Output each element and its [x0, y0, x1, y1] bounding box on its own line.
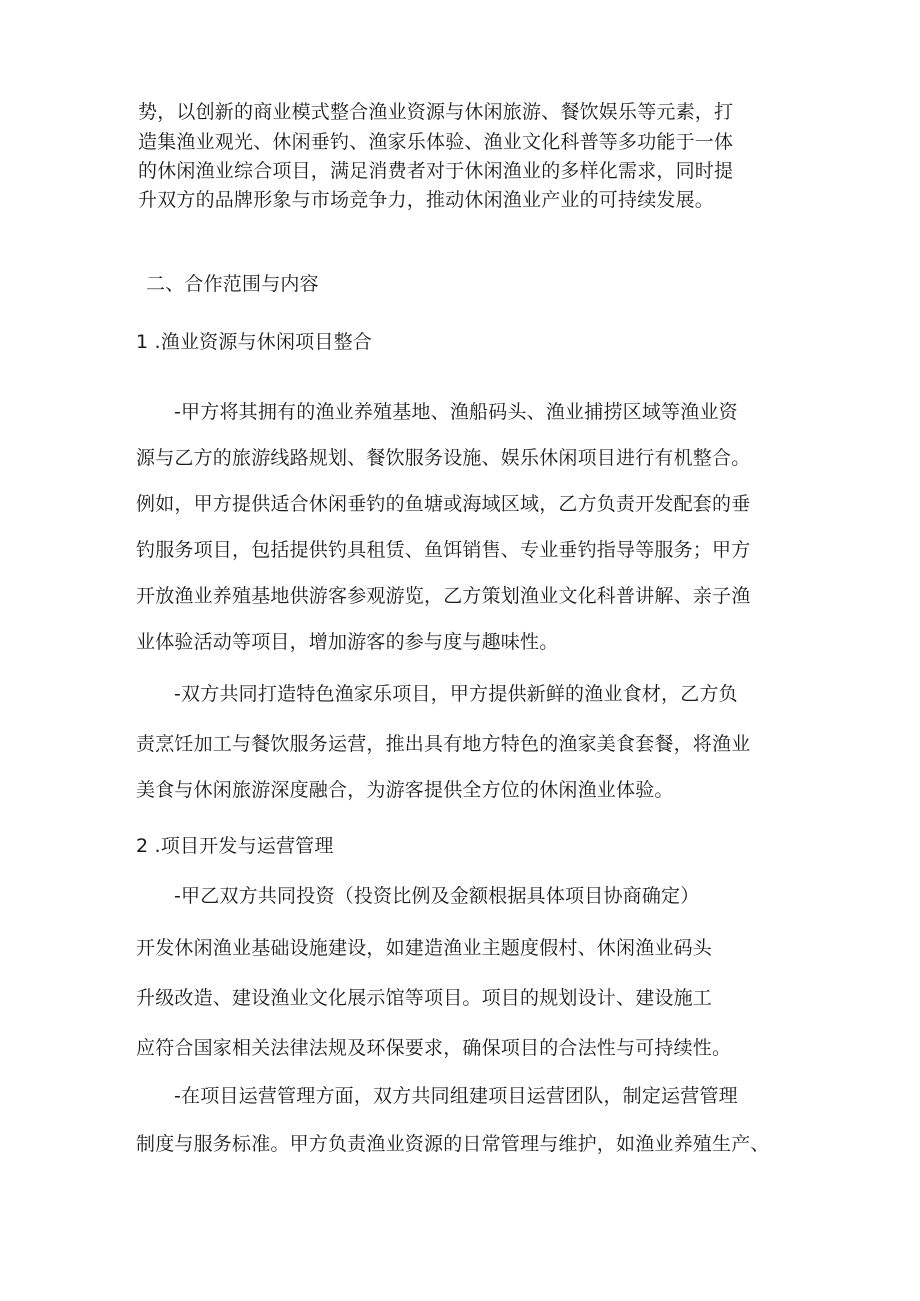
sub2-para1-line-3: 升级改造、建设渔业文化展示馆等项目。项目的规划设计、建设施工: [136, 987, 713, 1009]
subsection-1-heading: 1 .渔业资源与休闲项目整合: [136, 331, 372, 353]
sub1-para1-line-1: -甲方将其拥有的渔业养殖基地、渔船码头、渔业捕捞区域等渔业资: [174, 401, 738, 423]
sub1-para1-line-4: 钓服务项目，包括提供钓具租赁、鱼饵销售、专业垂钓指导等服务；甲方: [136, 539, 751, 561]
sub2-para2-line-1: -在项目运营管理方面，双方共同组建项目运营团队，制定运营管理: [174, 1085, 738, 1107]
section-heading: 二、合作范围与内容: [146, 273, 319, 295]
intro-line-4: 升双方的品牌形象与市场竞争力，推动休闲渔业产业的可持续发展。: [138, 189, 715, 211]
sub1-para1-line-6: 业体验活动等项目，增加游客的参与度与趣味性。: [136, 631, 559, 653]
sub1-para1-line-3: 例如，甲方提供适合休闲垂钓的鱼塘或海域区域，乙方负责开发配套的垂: [136, 493, 751, 515]
sub1-para1-line-2: 源与乙方的旅游线路规划、餐饮服务设施、娱乐休闲项目进行有机整合。: [136, 447, 751, 469]
sub2-para1-line-1: -甲乙双方共同投资（投资比例及金额根据具体项目协商确定）: [174, 885, 700, 907]
sub2-para2-line-2: 制度与服务标准。甲方负责渔业资源的日常管理与维护，如渔业养殖生产、: [136, 1133, 770, 1155]
sub1-para2-line-3: 美食与休闲旅游深度融合，为游客提供全方位的休闲渔业体验。: [136, 779, 674, 801]
sub1-para1-line-5: 开放渔业养殖基地供游客参观游览，乙方策划渔业文化科普讲解、亲子渔: [136, 585, 751, 607]
sub2-para1-line-2: 开发休闲渔业基础设施建设，如建造渔业主题度假村、休闲渔业码头: [136, 937, 713, 959]
subsection-2-heading: 2 .项目开发与运营管理: [136, 835, 334, 857]
intro-line-1: 势，以创新的商业模式整合渔业资源与休闲旅游、餐饮娱乐等元素，打: [138, 101, 734, 123]
sub2-para1-line-4: 应符合国家相关法律法规及环保要求，确保项目的合法性与可持续性。: [136, 1037, 732, 1059]
sub1-para2-line-2: 责烹饪加工与餐饮服务运营，推出具有地方特色的渔家美食套餐，将渔业: [136, 733, 751, 755]
intro-line-2: 造集渔业观光、休闲垂钓、渔家乐体验、渔业文化科普等多功能于一体: [138, 131, 734, 153]
intro-line-3: 的休闲渔业综合项目，满足消费者对于休闲渔业的多样化需求，同时提: [138, 160, 734, 182]
sub1-para2-line-1: -双方共同打造特色渔家乐项目，甲方提供新鲜的渔业食材，乙方负: [174, 683, 738, 705]
